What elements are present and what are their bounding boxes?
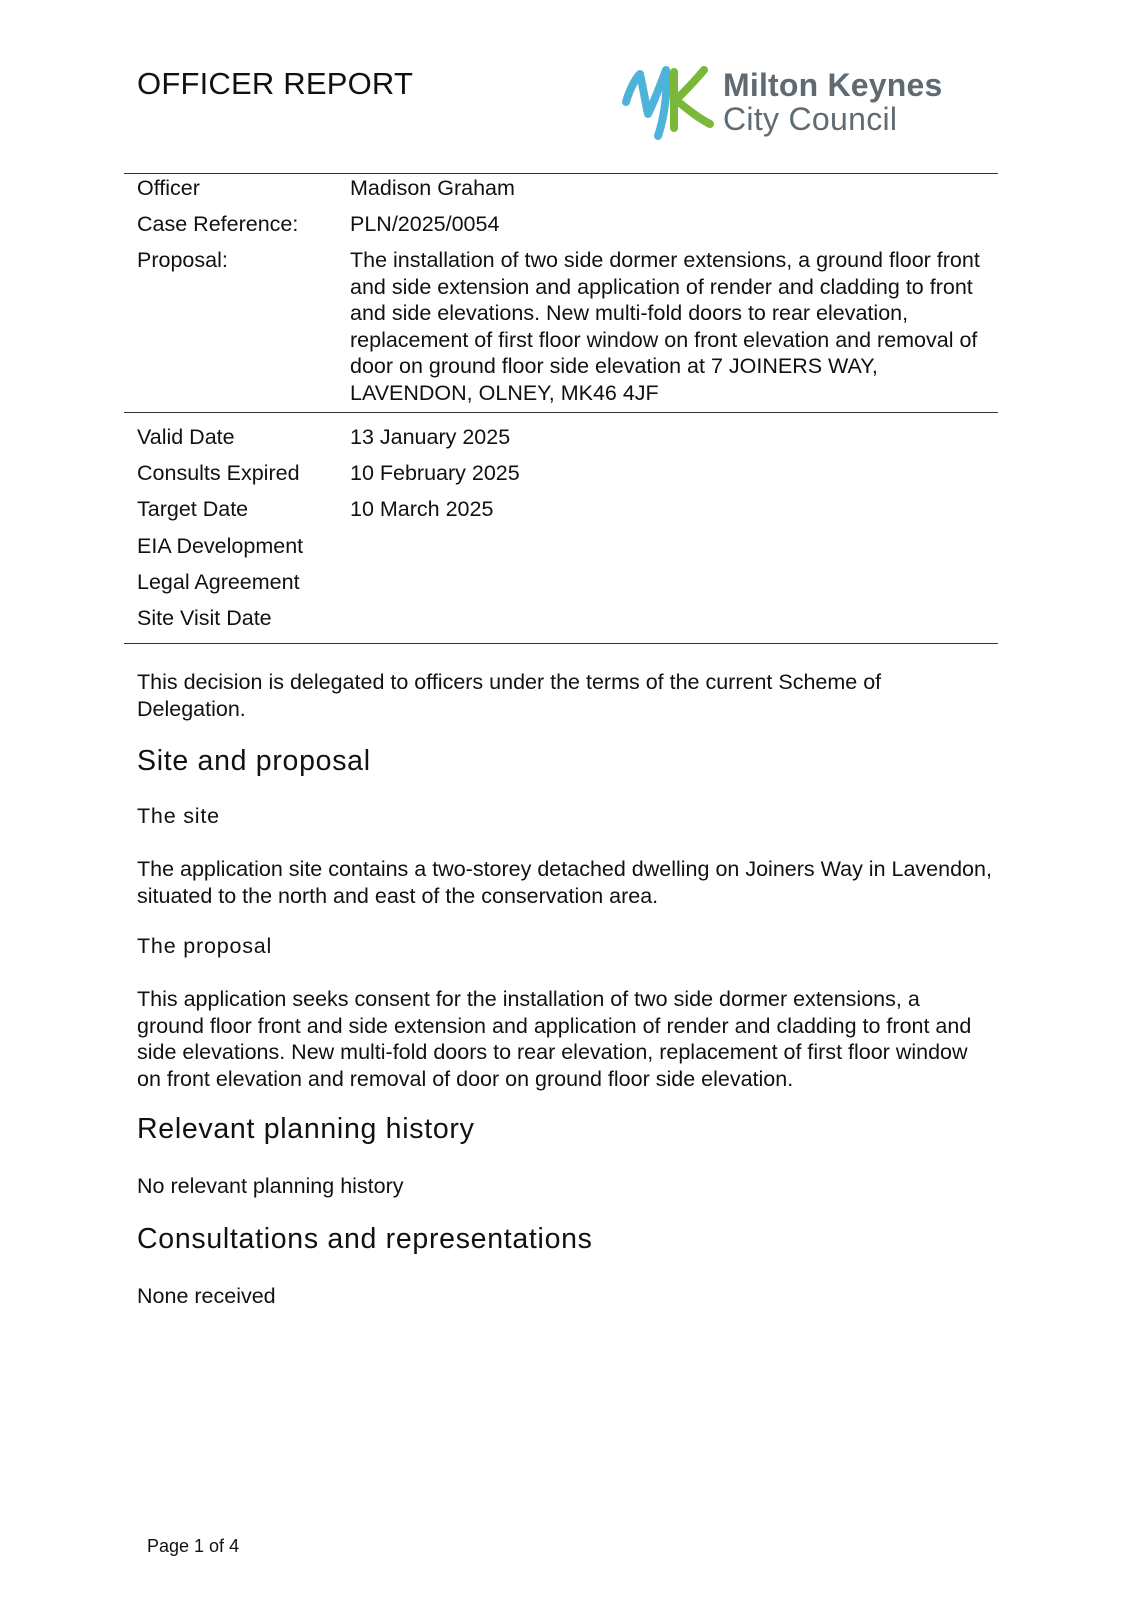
proposal-description: This application seeks consent for the installation of two side dormer extensions, a ground floor front and side extension and application of render and cladding to front and side elevations. New multi-fold doors to rear elevation, replacement of first floor window on front elevation and removal of door on ground floor side elevation. [137,987,972,1091]
site-description: The application site contains a two-storey detached dwelling on Joiners Way in Lavendon, situated to the north and east of the conservation area. [137,857,992,908]
page-number: Page 1 of 4 [147,1536,240,1556]
divider-middle [124,412,998,413]
detail-label: EIA Development [137,534,304,558]
heading-planning-history: Relevant planning history [137,1113,475,1145]
divider-bottom [124,643,998,644]
detail-label: Officer [137,176,200,200]
detail-value: PLN/2025/0054 [350,212,500,236]
detail-label: Legal Agreement [137,570,300,594]
detail-label: Site Visit Date [137,606,272,630]
report-title: OFFICER REPORT [137,66,414,101]
heading-site-and-proposal: Site and proposal [137,745,371,777]
logo-line-milton-keynes: Milton Keynes [723,67,943,103]
detail-value: Madison Graham [350,176,515,200]
detail-value: 10 February 2025 [350,461,520,485]
detail-label: Proposal: [137,248,228,272]
subheading-the-site: The site [137,804,220,828]
subheading-the-proposal: The proposal [137,934,273,958]
consultations-text: None received [137,1284,276,1308]
detail-label: Case Reference: [137,212,299,236]
delegation-statement: This decision is delegated to officers under the terms of the current Scheme of Delegation. [137,670,882,721]
divider-top [124,173,998,174]
mk-logo-mark-icon [620,62,720,144]
detail-label: Valid Date [137,425,235,449]
planning-history-text: No relevant planning history [137,1174,404,1198]
heading-consultations: Consultations and representations [137,1223,593,1255]
logo-line-city-council: City Council [723,101,898,137]
council-logo [620,62,990,144]
detail-value: 10 March 2025 [350,497,494,521]
detail-value: The installation of two side dormer extensions, a ground floor front and side extension and application of render and cladding to front and side elevations. New multi-fold doors to rear elevation, replacement of first floor window on front elevation and removal of door on ground floor side elevation at 7 JOINERS WAY, LAVENDON, OLNEY, MK46 4JF [350,248,980,405]
detail-label: Consults Expired [137,461,300,485]
detail-label: Target Date [137,497,249,521]
detail-value: 13 January 2025 [350,425,511,449]
